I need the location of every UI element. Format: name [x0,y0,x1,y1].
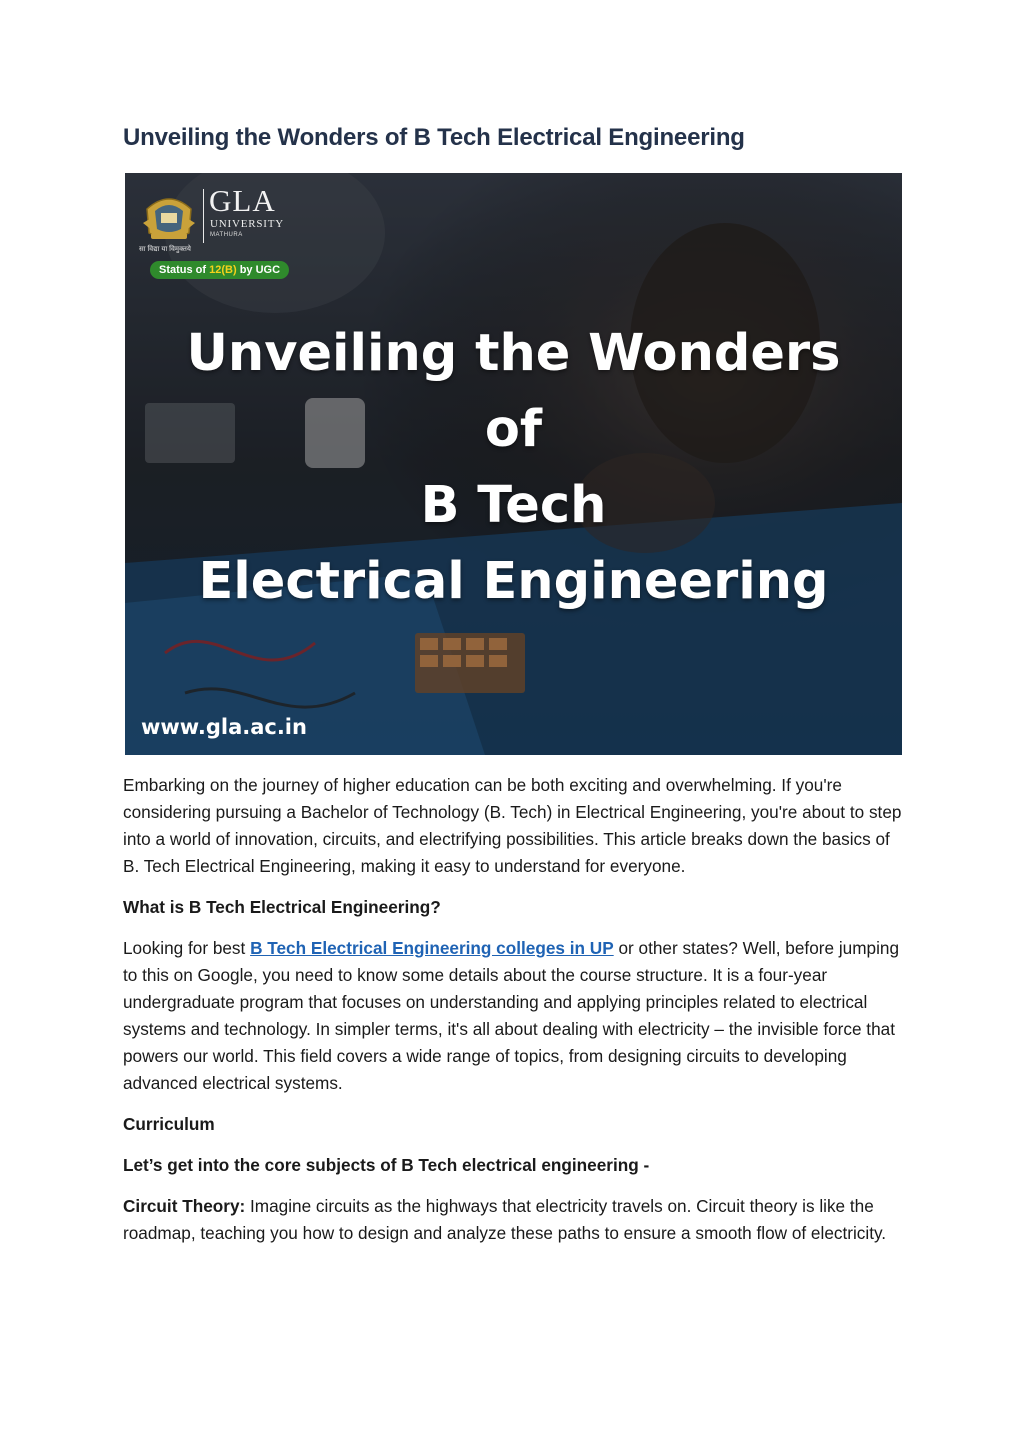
article-body [123,772,903,1261]
hero-headline [125,316,902,620]
core-subjects-heading: Let’s get into the core subjects of B Tech electrical engineering - [123,1155,650,1175]
circuit-theory-label: Circuit Theory: [123,1196,246,1216]
badge-highlight: 12(B) [209,264,237,276]
hero-headline-line: Unveiling the Wonders [186,324,841,383]
hero-headline-line: B Tech [420,476,607,535]
hero-banner-image [125,173,902,755]
university-crest-icon [139,187,199,245]
hero-headline-line: of [484,400,543,459]
section-heading-curriculum: Curriculum [123,1114,215,1134]
gla-university-logo [139,183,289,279]
badge-suffix: by UGC [236,264,281,276]
section-heading-what-is: What is B Tech Electrical Engineering? [123,897,441,917]
gla-wordmark: GLA [209,183,276,218]
colleges-in-up-link[interactable]: B Tech Electrical Engineering colleges in UP [250,938,614,958]
hero-website-url: www.gla.ac.in [141,715,307,739]
badge-prefix: Status of [159,264,210,276]
ugc-status-badge [150,261,289,279]
crest-motto: सा विद्या या विमुक्तये [139,246,191,253]
circuit-theory-paragraph [123,1193,903,1247]
overview-text-rest: or other states? Well, before jumping to this on Google, you need to know some details about the course structure. It is a four-year undergraduate program that focuses on understanding and applying principles related to electrical systems and technology. In simpler terms, it's all about dealing with electricity – the invisible force that powers our world. This field covers a wide range of topics, from designing circuits to developing advanced electrical systems. [123,938,900,1093]
overview-paragraph [123,935,903,1097]
intro-paragraph: Embarking on the journey of higher education can be both exciting and overwhelming. If you're considering pursuing a Bachelor of Technology (B. Tech) in Electrical Engineering, you're about to step into a world of innovation, circuits, and electrifying possibilities. This article breaks down the basics of B. Tech Electrical Engineering, making it easy to understand for everyone. [123,775,902,876]
gla-university-text: UNIVERSITY [210,218,284,230]
circuit-theory-text: Imagine circuits as the highways that electricity travels on. Circuit theory is like the roadmap, teaching you how to design and analyze these paths to ensure a smooth flow of electricity. [123,1196,887,1243]
gla-city-text: MATHURA [210,232,243,238]
hero-headline-line: Electrical Engineering [198,552,829,611]
logo-divider [203,189,204,243]
page-title: Unveiling the Wonders of B Tech Electrical Engineering [123,124,745,151]
overview-text-start: Looking for best [123,938,251,958]
